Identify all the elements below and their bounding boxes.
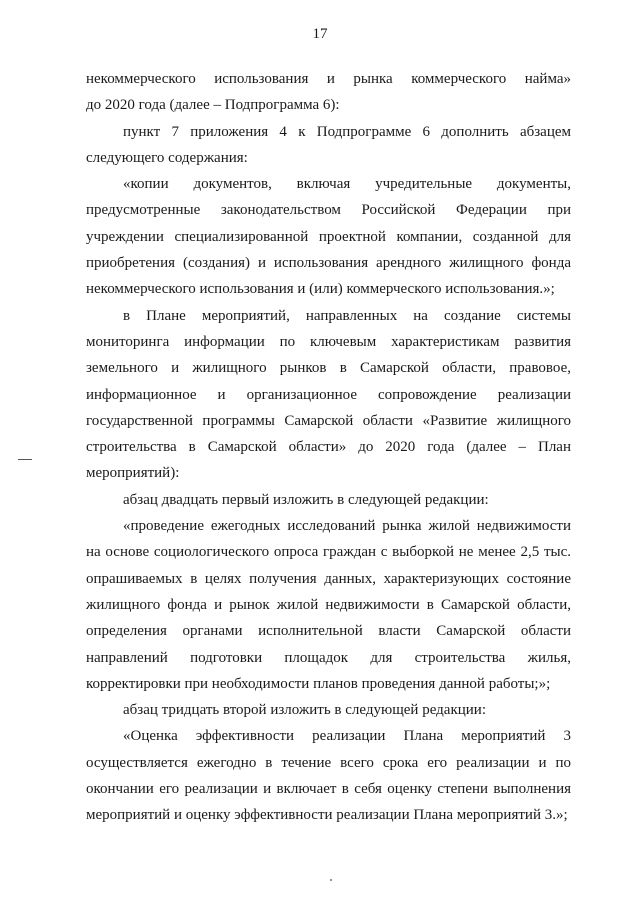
margin-mark xyxy=(18,459,32,460)
paragraph-quote-evaluation: «Оценка эффективности реализации Плана мероприятий 3 осуществляется ежегодно в течение всего срока его реализации и по окончании его реализации и включает в себя оценку степени выполнения мероприятий и оценку эффективности реализации Плана мероприятий 3.»; xyxy=(86,728,571,824)
document-body xyxy=(86,66,571,829)
paragraph-action-plan: в Плане мероприятий, направленных на создание системы мониторинга информации по ключевым характеристикам развития земельного и жилищного рынков в Самарской области, правовое, информационное и организационное сопровождение реализации государственной программы Самарской области «Развитие жилищного строительства в Самарской области» до 2020 года (далее – План мероприятий): xyxy=(86,307,571,482)
paragraph-abzats-32: абзац тридцать второй изложить в следующей редакции: xyxy=(123,702,486,719)
paragraph-quote-documents: «копии документов, включая учредительные документы, предусмотренные законодательством Российской Федерации при учреждении специализированной проектной компании, созданной для приобретения (создания) и использования арендного жилищного фонда некоммерческого использования и (или) коммерческого использования.»; xyxy=(86,176,571,298)
paragraph-amendment-point-7: пункт 7 приложения 4 к Подпрограмме 6 дополнить абзацем следующего содержания: xyxy=(86,123,571,166)
scan-dot xyxy=(330,879,332,881)
paragraph-continuation-end: до 2020 года (далее – Подпрограмма 6): xyxy=(86,97,340,114)
paragraph-abzats-21: абзац двадцать первый изложить в следующей редакции: xyxy=(123,491,489,508)
paragraph-quote-research: «проведение ежегодных исследований рынка жилой недвижимости на основе социологического опроса граждан с выборкой не менее 2,5 тыс. опрашиваемых в целях получения данных, характеризующих состояние жилищного фонда и рынок жилой недвижимости в Самарской области, определения органами исполнительной власти Самарской области направлений подготовки площадок для строительства жилья, корректировки при необходимости планов проведения данной работы;»; xyxy=(86,518,571,692)
paragraph-continuation: некоммерческого использования и рынка коммерческого найма» xyxy=(86,71,571,87)
page-number: 17 xyxy=(312,26,328,42)
